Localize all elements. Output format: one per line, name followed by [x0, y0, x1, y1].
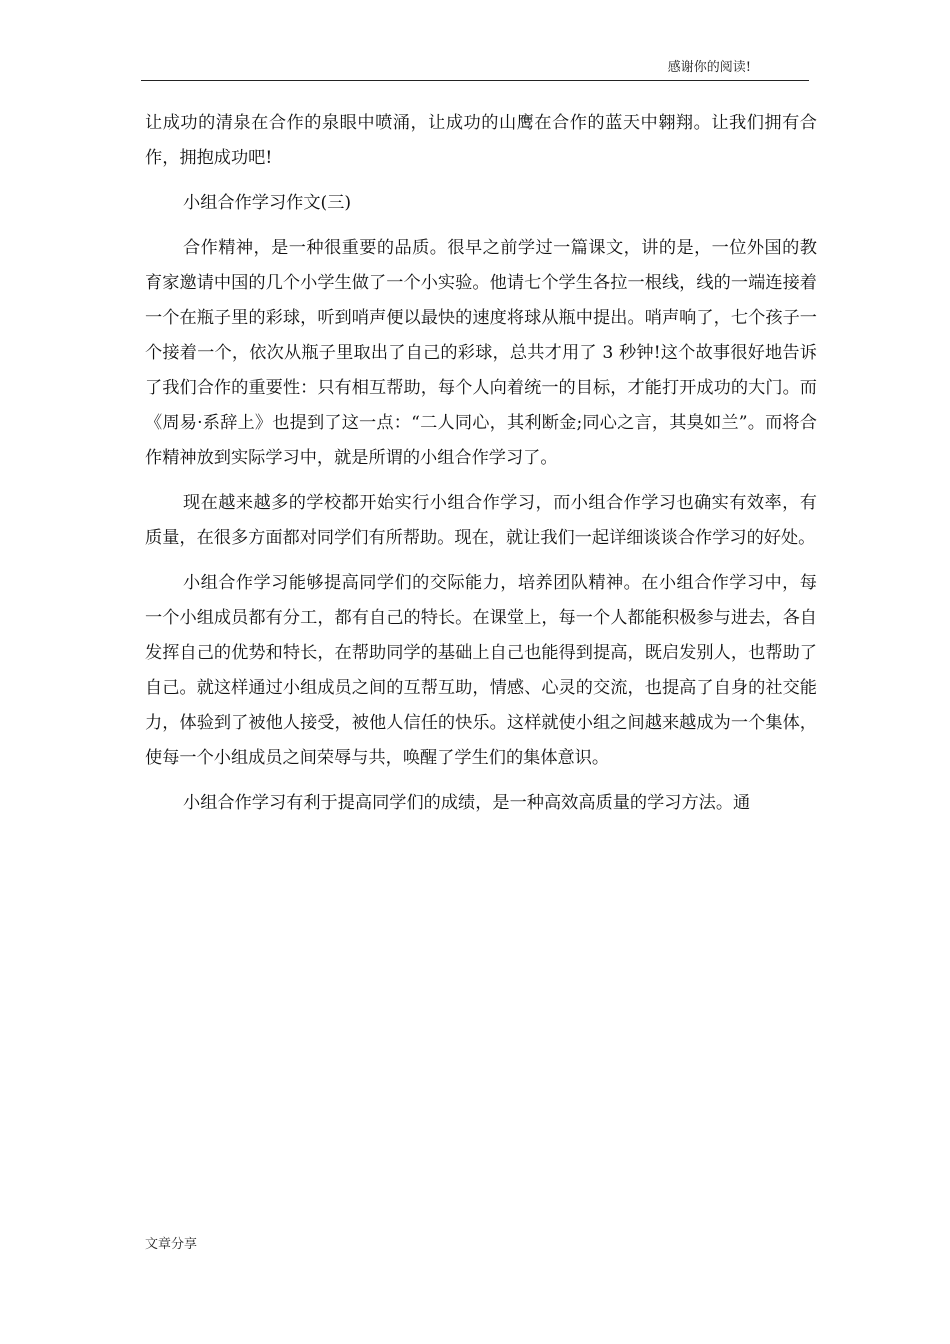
paragraph-cooperation-spirit: 合作精神，是一种很重要的品质。很早之前学过一篇课文，讲的是，一位外国的教育家邀请中国的几个小学生做了一个小实验。他请七个学生各拉一根线，线的一端连接着一个在瓶子里的彩球，听到哨声便以最快的速度将球从瓶中提出。哨声响了，七个孩子一个接着一个，依次从瓶子里取出了自己的彩球，总共才用了 3 秒钟!这个故事很好地告诉了我们合作的重要性：只有相互帮助，每个人向着统一的目标，才能打开成功的大门。而《周易·系辞上》也提到了这一点：“二人同心，其利断金;同心之言，其臭如兰”。而将合作精神放到实际学习中，就是所谓的小组合作学习了。	[145, 238, 817, 468]
paragraph-improve-grades: 小组合作学习有利于提高同学们的成绩，是一种高效高质量的学习方法。通	[183, 793, 751, 813]
article-body	[145, 106, 817, 831]
header-text: 感谢你的阅读!	[667, 60, 751, 75]
page-footer: 文章分享	[145, 1237, 198, 1252]
page-header	[141, 56, 809, 81]
paragraph-communication-skills: 小组合作学习能够提高同学们的交际能力，培养团队精神。在小组合作学习中，每一个小组成员都有分工，都有自己的特长。在课堂上，每一个人都能积极参与进去，各自发挥自己的优势和特长，在帮助同学的基础上自己也能得到提高，既启发别人，也帮助了自己。就这样通过小组成员之间的互帮互助，情感、心灵的交流，也提高了自身的社交能力，体验到了被他人接受，被他人信任的快乐。这样就使小组之间越来越成为一个集体，使每一个小组成员之间荣辱与共，唤醒了学生们的集体意识。	[145, 573, 817, 768]
paragraph-schools-adopt: 现在越来越多的学校都开始实行小组合作学习，而小组合作学习也确实有效率，有质量，在很多方面都对同学们有所帮助。现在，就让我们一起详细谈谈合作学习的好处。	[145, 493, 817, 548]
paragraph-conclusion: 让成功的清泉在合作的泉眼中喷涌，让成功的山鹰在合作的蓝天中翱翔。让我们拥有合作，拥抱成功吧!	[145, 113, 817, 168]
section-heading: 小组合作学习作文(三)	[183, 193, 352, 213]
